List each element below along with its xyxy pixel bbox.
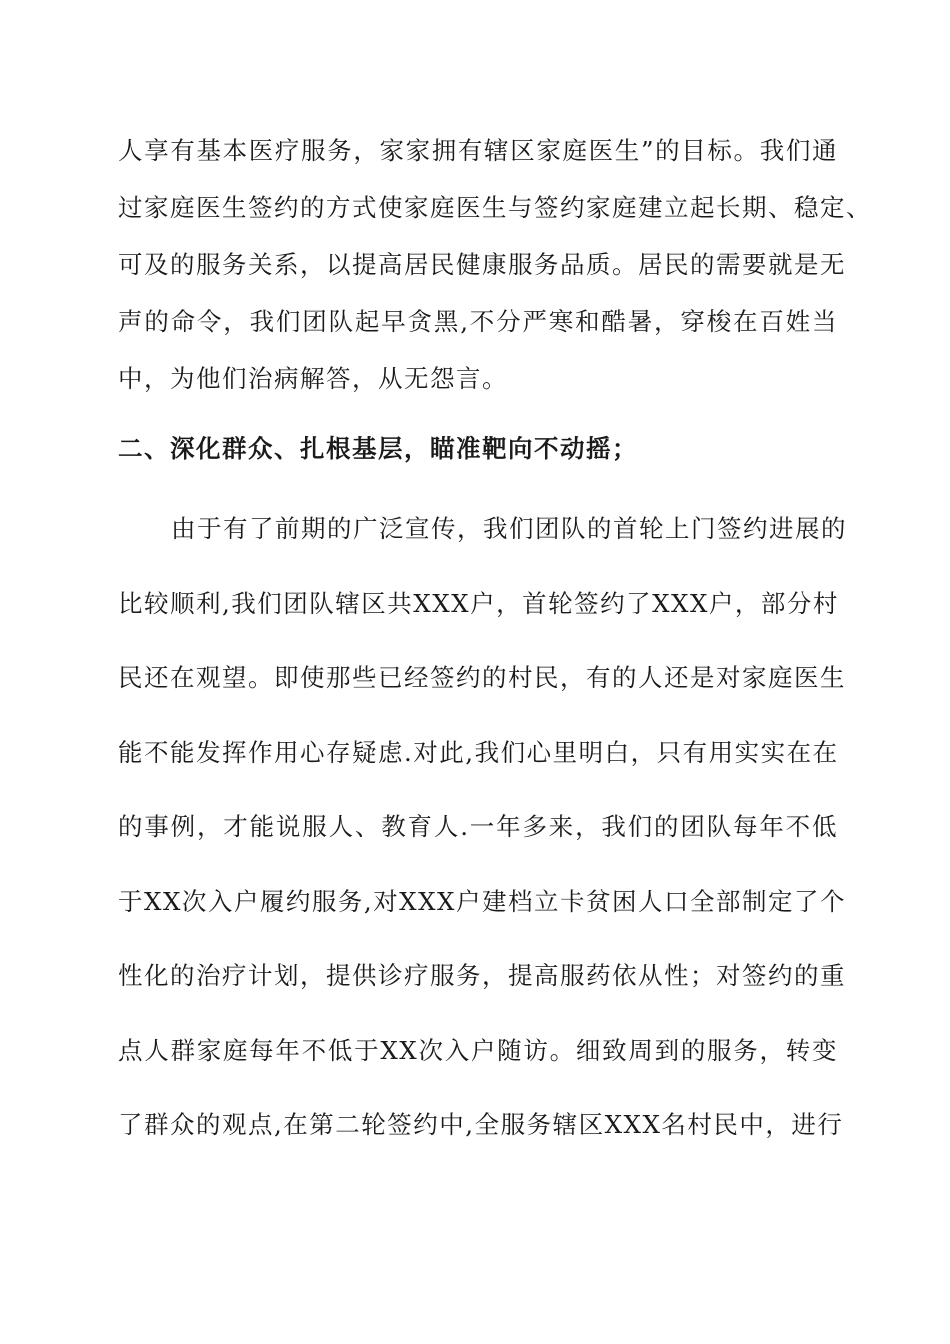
paragraph-line: 于XX次入户履约服务,对XXX户建档立卡贫困人口全部制定了个 [118,887,846,916]
paragraph-line: 声的命令，我们团队起早贪黑,不分严寒和酷暑，穿梭在百姓当 [118,307,838,336]
paragraph-line: 能不能发挥作用心存疑虑.对此,我们心里明白，只有用实实在在 [118,738,839,767]
paragraph-line: 过家庭医生签约的方式使家庭医生与签约家庭建立起长期、稳定、 [118,193,872,222]
paragraph-line: 民还在观望。即使那些已经签约的村民，有的人还是对家庭医生 [118,663,846,692]
paragraph-line: 的事例，才能说服人、教育人.一年多来，我们的团队每年不低 [118,812,838,841]
paragraph-line: 中，为他们治病解答，从无怨言。 [118,364,508,393]
paragraph-line: 性化的治疗计划，提供诊疗服务，提高服药依从性；对签约的重 [118,961,846,990]
paragraph-line: 比较顺利,我们团队辖区共XXX户，首轮签约了XXX户，部分村 [118,589,839,618]
section-heading: 二、深化群众、扎根基层，瞄准靶向不动摇； [118,434,638,463]
paragraph-line: 了群众的观点,在第二轮签约中,全服务辖区XXX名村民中，进行 [118,1110,844,1139]
paragraph-line: 人享有基本医疗服务，家家拥有辖区家庭医生”的目标。我们通 [118,136,838,165]
paragraph-line: 可及的服务关系，以提高居民健康服务品质。居民的需要就是无 [118,250,846,279]
paragraph-line: 点人群家庭每年不低于XX次入户随访。细致周到的服务，转变 [118,1036,838,1065]
paragraph-line: 由于有了前期的广泛宣传，我们团队的首轮上门签约进展的 [171,514,847,543]
